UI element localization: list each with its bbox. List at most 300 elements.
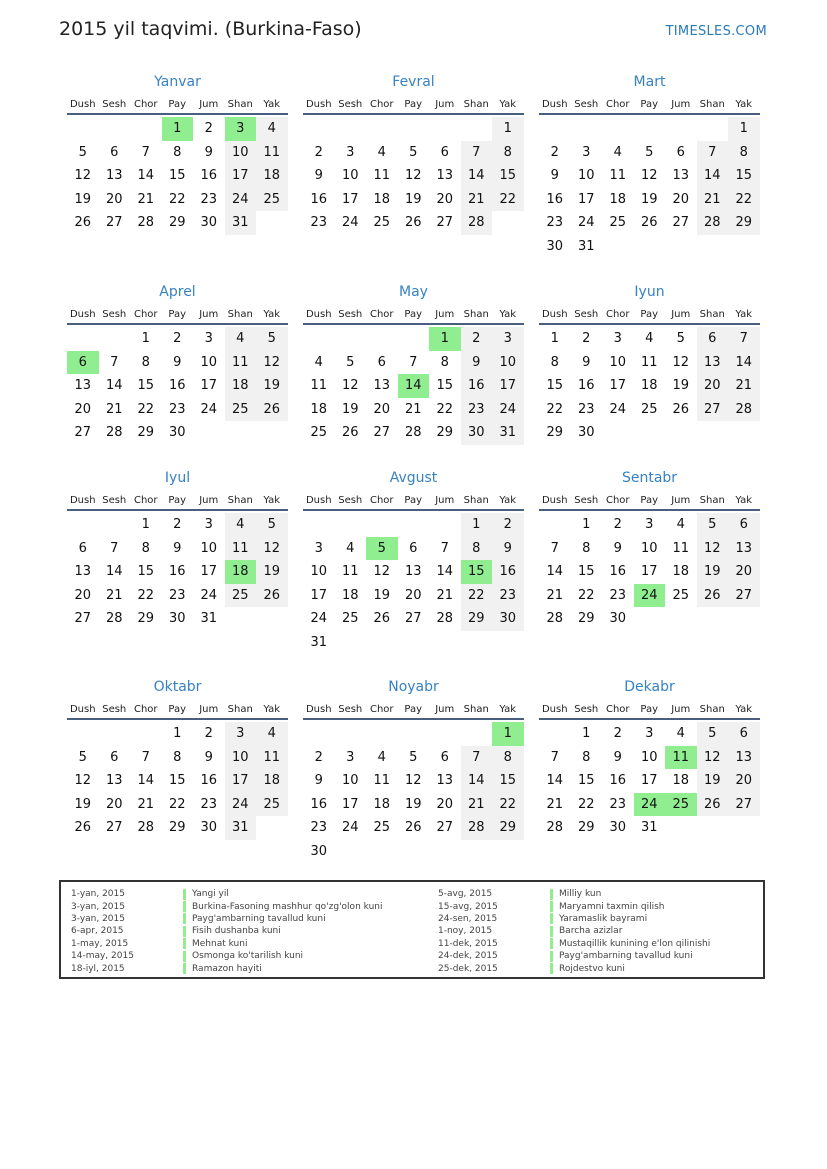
empty-cell	[602, 117, 634, 141]
day-cell: 21	[436, 587, 454, 603]
day-cell: 14	[137, 168, 155, 183]
empty-cell	[335, 722, 367, 746]
holiday-marker	[550, 951, 553, 962]
empty-cell	[67, 117, 99, 141]
day-cell: 25	[225, 584, 257, 608]
day-cell: 30	[546, 238, 564, 254]
holiday-day-cell: 1	[492, 722, 524, 746]
holiday-marker	[550, 889, 553, 900]
weekday-label: Dush	[541, 99, 568, 110]
weekday-label: Shan	[463, 495, 489, 506]
empty-cell	[99, 117, 131, 141]
weekday-label: Chor	[605, 99, 630, 110]
day-cell: 13	[373, 378, 391, 393]
day-cell: 9	[582, 354, 591, 370]
weekday-label: Yak	[263, 704, 281, 715]
weekday-label: Pay	[640, 495, 659, 506]
day-cell: 6	[110, 749, 119, 765]
day-cell: 12	[74, 168, 92, 183]
holiday-row	[71, 950, 382, 962]
day-grid	[539, 327, 760, 445]
day-cell: 21	[404, 401, 422, 417]
day-cell: 3	[204, 517, 213, 532]
day-cell: 15	[137, 378, 155, 393]
day-cell: 29	[436, 425, 454, 440]
day-cell: 16	[168, 378, 186, 393]
day-grid	[303, 327, 524, 445]
day-cell: 30	[492, 607, 524, 631]
day-cell: 29	[137, 611, 155, 626]
day-cell: 18	[672, 773, 690, 788]
day-cell: 28	[546, 820, 564, 835]
day-cell: 16	[310, 191, 328, 207]
day-cell: 7	[141, 749, 150, 765]
day-cell: 1	[461, 513, 493, 537]
day-cell: 22	[728, 188, 760, 212]
day-cell: 9	[314, 168, 323, 183]
day-cell: 25	[609, 215, 627, 230]
weekday-label: Shan	[699, 704, 725, 715]
day-cell: 8	[173, 749, 182, 765]
day-cell: 2	[314, 749, 323, 765]
empty-cell	[67, 722, 99, 746]
header-rule	[67, 113, 288, 115]
day-cell: 2	[613, 517, 622, 532]
day-cell: 22	[461, 584, 493, 608]
header-rule	[303, 323, 524, 325]
day-cell: 19	[672, 378, 690, 393]
weekday-label: Jum	[671, 99, 691, 110]
day-cell: 17	[492, 374, 524, 398]
day-cell: 13	[436, 168, 454, 183]
day-cell: 8	[173, 144, 182, 160]
weekday-label: Jum	[435, 99, 455, 110]
day-cell: 7	[110, 540, 119, 556]
day-cell: 30	[577, 425, 595, 440]
day-cell: 7	[550, 749, 559, 765]
weekday-label: Chor	[605, 495, 630, 506]
day-grid	[303, 117, 524, 235]
holidays-legend	[59, 880, 765, 979]
holiday-name: Fisih dushanba kuni	[192, 926, 281, 937]
day-cell: 19	[373, 587, 391, 603]
month-iyun	[539, 282, 760, 445]
day-cell: 3	[645, 517, 654, 532]
holiday-row	[438, 888, 710, 900]
weekday-label: Chor	[605, 704, 630, 715]
day-cell: 1	[582, 517, 591, 532]
day-cell: 22	[137, 401, 155, 417]
holidays-column-left	[71, 888, 382, 975]
holiday-marker	[550, 926, 553, 937]
day-cell: 23	[310, 215, 328, 230]
weekday-label: Jum	[671, 704, 691, 715]
day-cell: 25	[310, 425, 328, 440]
day-cell: 1	[582, 726, 591, 741]
empty-cell	[335, 117, 367, 141]
holiday-day-cell: 24	[634, 793, 666, 817]
holiday-marker	[183, 963, 186, 974]
weekday-label: Jum	[199, 704, 219, 715]
day-cell: 16	[546, 191, 564, 207]
weekday-label: Yak	[499, 704, 517, 715]
day-cell: 29	[137, 425, 155, 440]
empty-cell	[335, 327, 367, 351]
day-cell: 19	[697, 769, 729, 793]
day-cell: 9	[173, 354, 182, 370]
day-cell: 30	[461, 421, 493, 445]
day-cell: 2	[582, 331, 591, 346]
day-cell: 15	[436, 378, 454, 393]
holiday-row	[71, 962, 382, 974]
holiday-date: 18-iyl, 2015	[71, 963, 125, 974]
holiday-marker	[183, 913, 186, 924]
day-cell: 2	[550, 144, 559, 160]
holiday-day-cell: 1	[162, 117, 194, 141]
day-cell: 20	[74, 401, 92, 417]
weekday-label: Dush	[69, 495, 96, 506]
day-cell: 25	[341, 611, 359, 626]
day-cell: 28	[728, 398, 760, 422]
holiday-day-cell: 3	[225, 117, 257, 141]
day-cell: 23	[546, 215, 564, 230]
weekday-label: Sesh	[102, 704, 127, 715]
holiday-day-cell: 24	[634, 584, 666, 608]
day-cell: 14	[461, 164, 493, 188]
header-rule	[303, 718, 524, 720]
day-cell: 30	[609, 611, 627, 626]
weekday-label: Sesh	[574, 309, 599, 320]
day-cell: 7	[110, 354, 119, 370]
day-cell: 21	[546, 587, 564, 603]
day-cell: 27	[728, 584, 760, 608]
weekday-label: Sesh	[338, 309, 363, 320]
holiday-name: Barcha azizlar	[559, 926, 623, 937]
day-cell: 7	[409, 354, 418, 370]
holiday-row	[71, 900, 382, 912]
day-cell: 23	[609, 796, 627, 812]
holiday-date: 1-yan, 2015	[71, 889, 125, 900]
day-cell: 29	[461, 607, 493, 631]
holiday-row	[438, 962, 710, 974]
day-cell: 18	[640, 378, 658, 393]
day-cell: 24	[609, 401, 627, 417]
holiday-date: 25-dek, 2015	[438, 963, 498, 974]
weekday-label: Shan	[227, 309, 253, 320]
weekday-label: Jum	[671, 309, 691, 320]
month-mart	[539, 72, 760, 258]
day-cell: 3	[582, 144, 591, 160]
empty-cell	[99, 722, 131, 746]
day-cell: 22	[577, 796, 595, 812]
day-cell: 21	[105, 401, 123, 417]
day-cell: 26	[373, 611, 391, 626]
day-cell: 30	[310, 843, 328, 859]
day-cell: 18	[310, 401, 328, 417]
day-cell: 5	[256, 513, 288, 537]
day-cell: 15	[137, 564, 155, 579]
day-cell: 20	[728, 560, 760, 584]
weekday-label: Sesh	[102, 99, 127, 110]
day-cell: 7	[461, 141, 493, 165]
weekday-header	[67, 488, 288, 508]
day-cell: 19	[404, 191, 422, 207]
day-cell: 17	[200, 378, 218, 393]
day-cell: 19	[640, 191, 658, 207]
month-name: Mart	[633, 74, 666, 90]
day-cell: 11	[256, 141, 288, 165]
weekday-label: Yak	[499, 99, 517, 110]
month-name: Oktabr	[153, 679, 202, 695]
empty-cell	[429, 513, 461, 537]
day-cell: 10	[341, 773, 359, 788]
day-cell: 27	[105, 820, 123, 835]
weekday-label: Dush	[305, 309, 332, 320]
day-cell: 24	[492, 398, 524, 422]
day-cell: 29	[577, 820, 595, 835]
day-cell: 13	[436, 773, 454, 788]
day-cell: 22	[546, 401, 564, 417]
day-cell: 30	[168, 425, 186, 440]
holiday-day-cell: 18	[225, 560, 257, 584]
day-cell: 6	[728, 513, 760, 537]
day-cell: 9	[173, 540, 182, 556]
day-grid	[67, 117, 288, 235]
weekday-label: Dush	[541, 704, 568, 715]
empty-cell	[697, 117, 729, 141]
empty-cell	[429, 722, 461, 746]
day-cell: 7	[697, 141, 729, 165]
weekday-header	[303, 488, 524, 508]
day-cell: 15	[168, 168, 186, 183]
page-title: 2015 yil taqvimi. (Burkina-Faso)	[59, 18, 362, 40]
day-cell: 4	[377, 749, 386, 765]
brand-link[interactable]: TIMESLES.COM	[665, 24, 767, 39]
holiday-date: 3-yan, 2015	[71, 913, 125, 924]
holiday-date: 1-noy, 2015	[438, 926, 493, 937]
day-cell: 26	[404, 820, 422, 835]
weekday-label: Sesh	[102, 309, 127, 320]
day-cell: 6	[110, 144, 119, 160]
day-cell: 2	[492, 513, 524, 537]
day-cell: 26	[697, 584, 729, 608]
day-cell: 23	[609, 587, 627, 603]
day-cell: 25	[256, 793, 288, 817]
day-cell: 1	[173, 726, 182, 741]
day-cell: 3	[204, 331, 213, 346]
day-cell: 23	[168, 401, 186, 417]
day-cell: 7	[550, 540, 559, 556]
day-cell: 20	[404, 587, 422, 603]
day-cell: 28	[546, 611, 564, 626]
day-cell: 18	[341, 587, 359, 603]
holiday-marker	[183, 901, 186, 912]
holiday-row	[438, 938, 710, 950]
month-name: Iyun	[634, 284, 665, 300]
month-name: Fevral	[392, 74, 435, 90]
weekday-label: Jum	[435, 309, 455, 320]
month-avgust	[303, 468, 524, 654]
day-cell: 26	[672, 401, 690, 417]
month-iyul	[67, 468, 288, 631]
day-cell: 11	[609, 168, 627, 183]
day-cell: 5	[256, 327, 288, 351]
day-cell: 11	[373, 168, 391, 183]
day-cell: 8	[492, 141, 524, 165]
holiday-day-cell: 25	[665, 793, 697, 817]
day-cell: 10	[492, 351, 524, 375]
day-cell: 28	[105, 611, 123, 626]
empty-cell	[429, 117, 461, 141]
day-cell: 25	[373, 215, 391, 230]
weekday-label: Shan	[227, 99, 253, 110]
day-cell: 19	[74, 796, 92, 812]
month-name: Dekabr	[624, 679, 675, 695]
day-cell: 3	[645, 726, 654, 741]
weekday-label: Pay	[640, 704, 659, 715]
day-cell: 31	[225, 816, 257, 840]
day-cell: 18	[672, 564, 690, 579]
day-cell: 30	[609, 820, 627, 835]
day-cell: 2	[461, 327, 493, 351]
holiday-date: 1-may, 2015	[71, 938, 129, 949]
day-cell: 17	[640, 773, 658, 788]
month-name: Sentabr	[621, 470, 678, 486]
weekday-label: Chor	[369, 309, 394, 320]
day-cell: 19	[341, 401, 359, 417]
day-cell: 31	[225, 211, 257, 235]
weekday-label: Pay	[404, 309, 423, 320]
month-name: Iyul	[164, 470, 191, 486]
empty-cell	[303, 327, 335, 351]
day-cell: 8	[550, 354, 559, 370]
empty-cell	[539, 117, 571, 141]
day-cell: 27	[728, 793, 760, 817]
day-cell: 29	[546, 425, 564, 440]
weekday-label: Chor	[369, 704, 394, 715]
day-cell: 10	[200, 540, 218, 556]
day-cell: 19	[256, 560, 288, 584]
day-cell: 13	[404, 564, 422, 579]
day-cell: 1	[141, 517, 150, 532]
day-cell: 16	[310, 796, 328, 812]
empty-cell	[398, 722, 430, 746]
day-cell: 5	[409, 144, 418, 160]
day-cell: 28	[461, 816, 493, 840]
day-cell: 13	[697, 351, 729, 375]
weekday-header	[67, 92, 288, 112]
day-cell: 1	[728, 117, 760, 141]
day-cell: 11	[672, 540, 690, 556]
weekday-label: Yak	[263, 309, 281, 320]
weekday-header	[303, 92, 524, 112]
empty-cell	[398, 327, 430, 351]
holiday-day-cell: 15	[461, 560, 493, 584]
weekday-header	[303, 302, 524, 322]
day-cell: 22	[492, 188, 524, 212]
day-cell: 17	[577, 191, 595, 207]
day-cell: 7	[728, 327, 760, 351]
weekday-label: Yak	[499, 495, 517, 506]
weekday-label: Dush	[541, 309, 568, 320]
day-cell: 15	[546, 378, 564, 393]
weekday-label: Jum	[199, 309, 219, 320]
day-cell: 20	[74, 587, 92, 603]
day-cell: 15	[492, 164, 524, 188]
weekday-label: Jum	[435, 704, 455, 715]
day-cell: 3	[346, 749, 355, 765]
day-cell: 11	[225, 351, 257, 375]
day-cell: 29	[168, 820, 186, 835]
day-cell: 11	[341, 564, 359, 579]
holiday-marker	[550, 938, 553, 949]
day-cell: 26	[341, 425, 359, 440]
holiday-name: Ramazon hayiti	[192, 963, 262, 974]
day-cell: 16	[461, 374, 493, 398]
month-sentabr	[539, 468, 760, 631]
day-cell: 21	[137, 191, 155, 207]
day-cell: 14	[137, 773, 155, 788]
day-cell: 26	[640, 215, 658, 230]
holiday-name: Maryamni taxmin qilish	[559, 901, 665, 912]
month-yanvar	[67, 72, 288, 235]
holiday-name: Burkina-Fasoning mashhur qo'zg'olon kuni	[192, 901, 383, 912]
header-rule	[539, 718, 760, 720]
empty-cell	[303, 722, 335, 746]
weekday-label: Chor	[605, 309, 630, 320]
day-cell: 4	[377, 144, 386, 160]
day-cell: 25	[225, 398, 257, 422]
day-cell: 26	[256, 398, 288, 422]
day-cell: 16	[492, 560, 524, 584]
day-cell: 14	[461, 769, 493, 793]
weekday-label: Jum	[199, 495, 219, 506]
day-cell: 18	[373, 191, 391, 207]
day-cell: 23	[461, 398, 493, 422]
day-cell: 14	[105, 378, 123, 393]
day-cell: 7	[141, 144, 150, 160]
empty-cell	[461, 117, 493, 141]
day-cell: 3	[613, 331, 622, 346]
day-cell: 26	[256, 584, 288, 608]
weekday-label: Pay	[640, 309, 659, 320]
day-cell: 17	[225, 769, 257, 793]
day-cell: 8	[492, 746, 524, 770]
holiday-row	[71, 888, 382, 900]
day-cell: 15	[492, 769, 524, 793]
empty-cell	[461, 722, 493, 746]
day-cell: 9	[314, 773, 323, 788]
weekday-label: Pay	[640, 99, 659, 110]
holiday-name: Mustaqillik kunining e'lon qilinishi	[559, 938, 711, 949]
day-cell: 21	[728, 374, 760, 398]
day-cell: 25	[672, 587, 690, 603]
day-grid	[67, 722, 288, 840]
weekday-label: Shan	[699, 495, 725, 506]
day-cell: 22	[492, 793, 524, 817]
day-grid	[303, 513, 524, 654]
day-cell: 11	[225, 537, 257, 561]
month-name: Avgust	[389, 470, 438, 486]
day-cell: 26	[697, 793, 729, 817]
day-cell: 23	[577, 401, 595, 417]
day-cell: 4	[225, 327, 257, 351]
day-cell: 26	[74, 820, 92, 835]
day-cell: 19	[404, 796, 422, 812]
day-cell: 28	[436, 611, 454, 626]
day-cell: 24	[225, 188, 257, 212]
day-cell: 18	[256, 769, 288, 793]
